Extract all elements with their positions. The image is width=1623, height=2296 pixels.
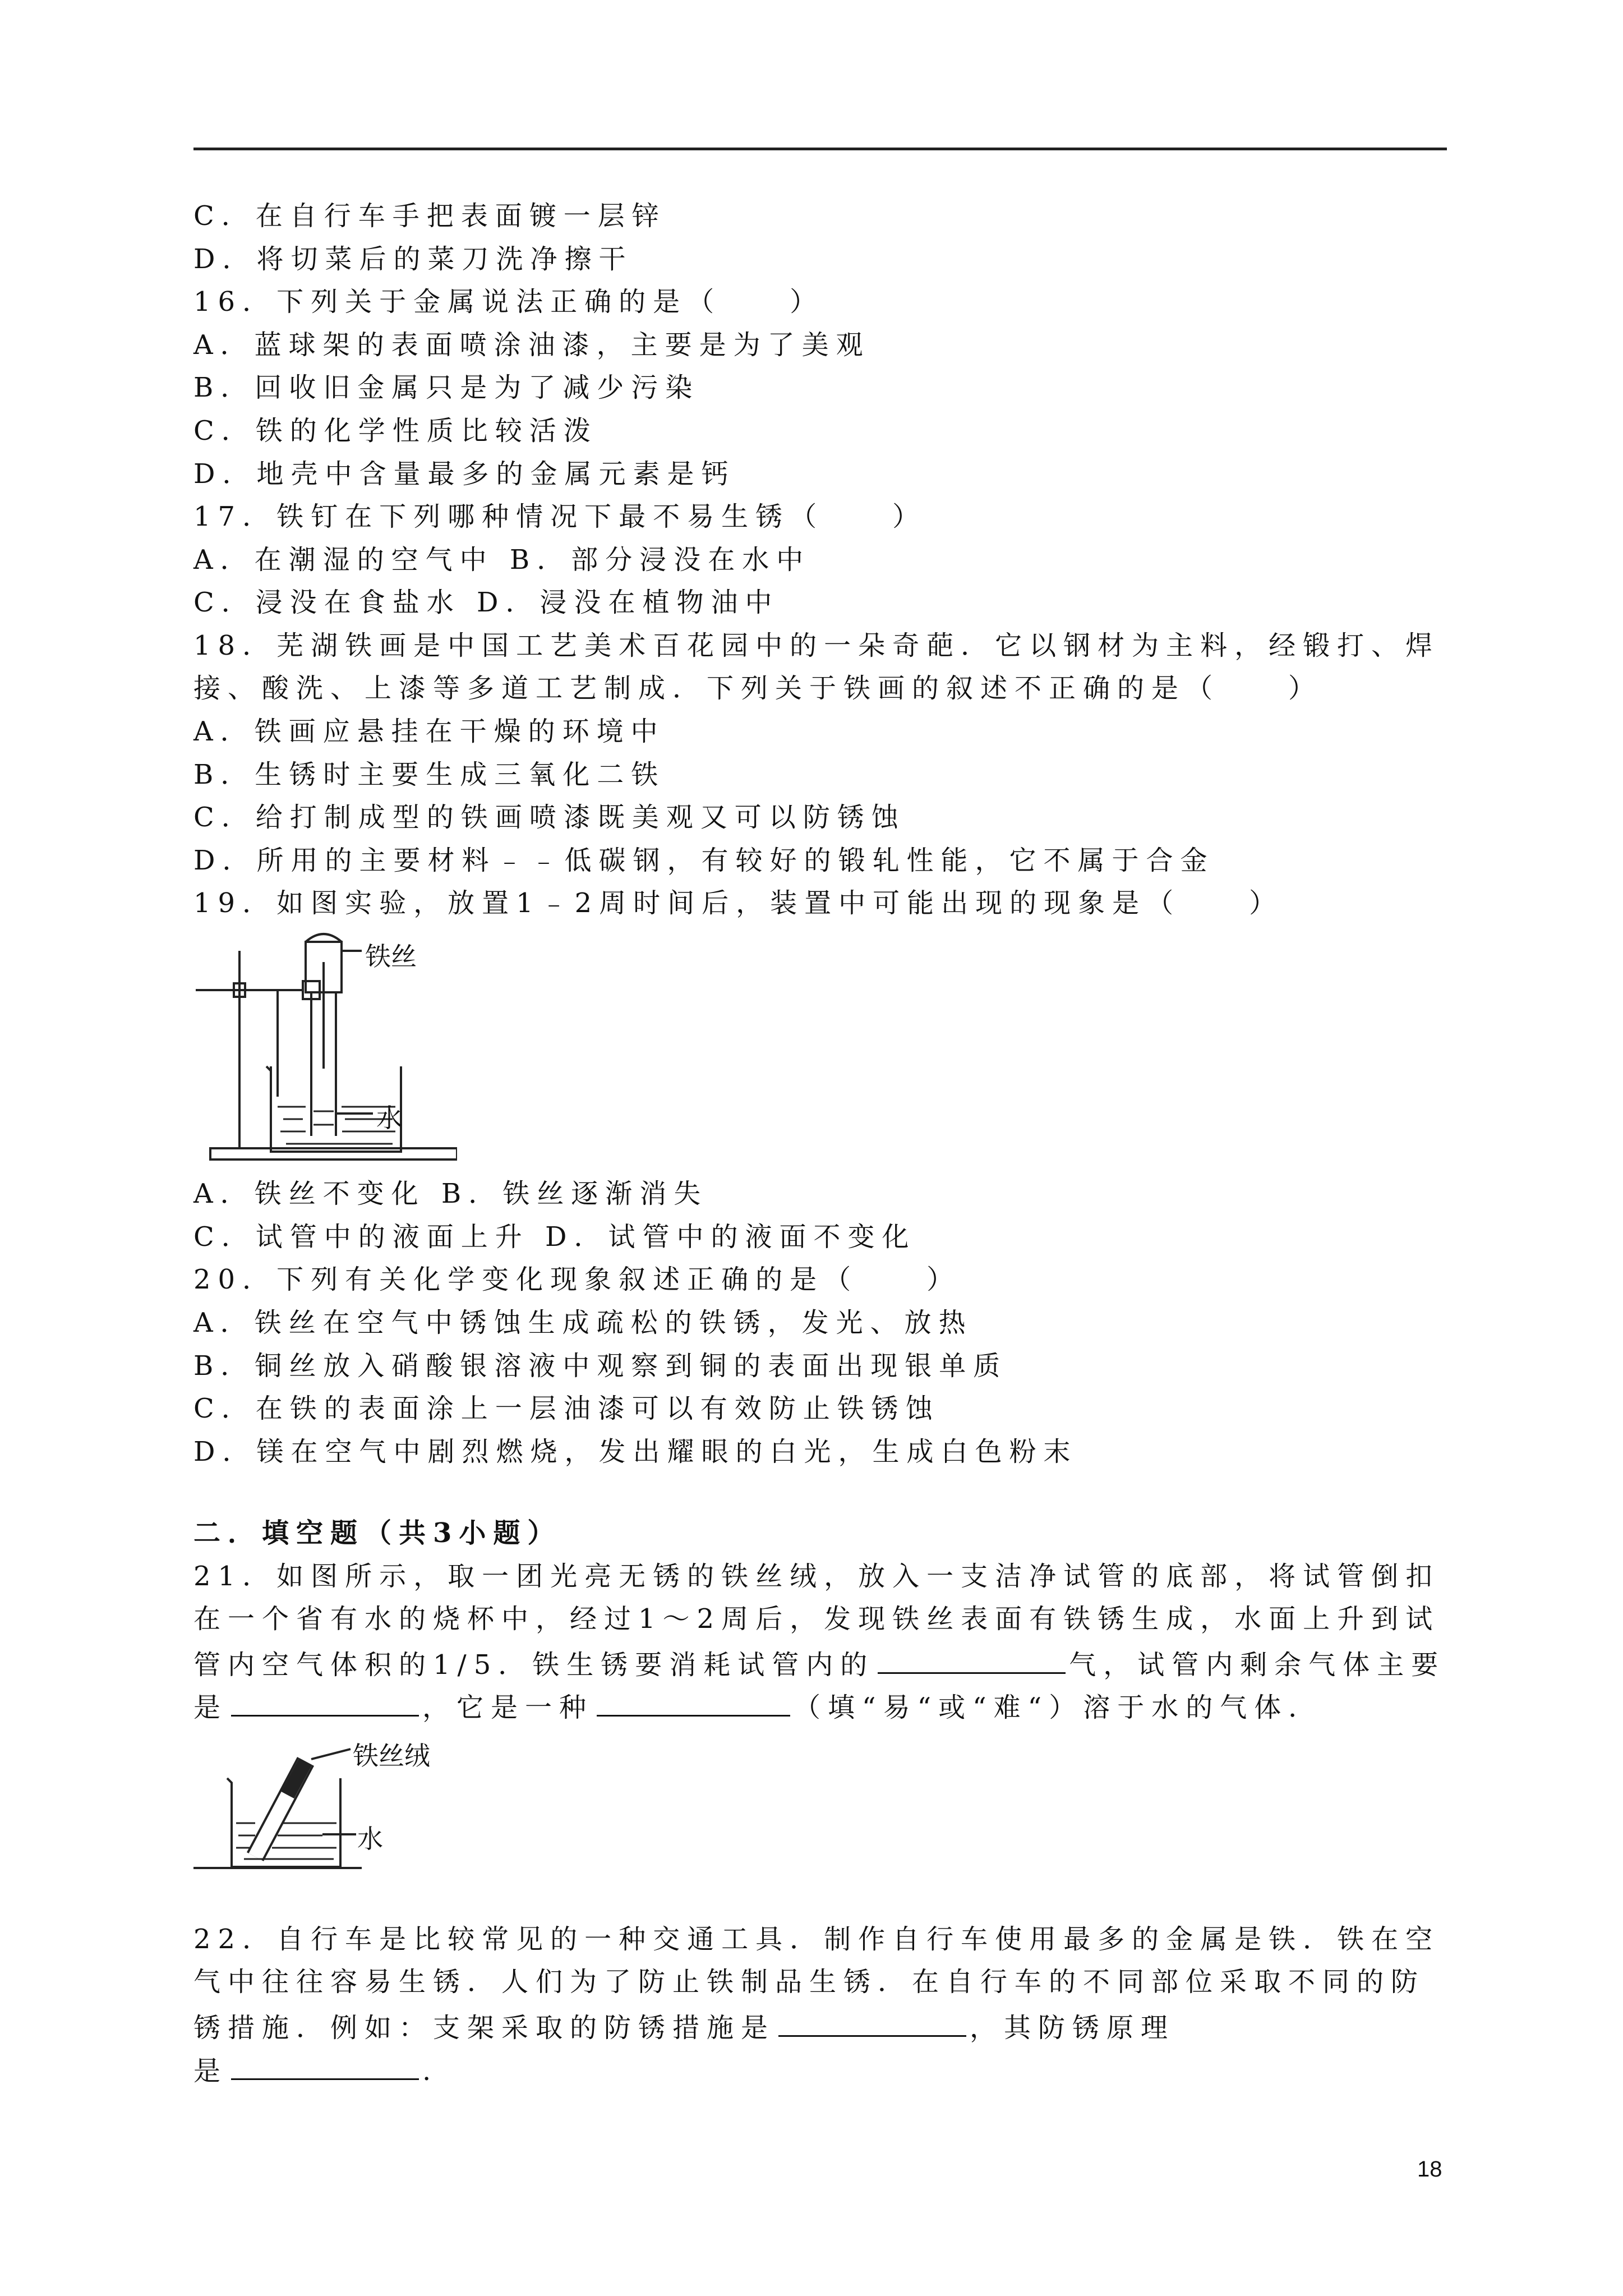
q16-option-b: B．回收旧金属只是为了减少污染 <box>193 372 700 403</box>
q19-stem: 19．如图实验，放置1﹣2周时间后，装置中可能出现的现象是（ ） <box>193 887 1284 919</box>
q18-stem-line1: 18．芜湖铁画是中国工艺美术百花园中的一朵奇葩．它以钢材为主料，经锻打、焊 <box>193 630 1440 661</box>
q20-option-d: D．镁在空气中剧烈燃烧，发出耀眼的白光，生成白色粉末 <box>193 1436 1078 1467</box>
q16-option-d: D．地壳中含量最多的金属元素是钙 <box>193 458 736 490</box>
q21-beaker-figure <box>193 1739 440 1876</box>
q21-label-steel-wool: 铁丝绒 <box>353 1741 430 1771</box>
q22-blank-1[interactable] <box>778 2008 966 2037</box>
q19-options-cd: C．试管中的液面上升 D．试管中的液面不变化 <box>193 1221 916 1253</box>
q18-option-b: B．生锈时主要生成三氧化二铁 <box>193 759 666 790</box>
q19-apparatus-figure <box>193 928 457 1164</box>
q21-stem-line1: 21．如图所示，取一团光亮无锈的铁丝绒，放入一支洁净试管的底部，将试管倒扣 <box>193 1561 1440 1592</box>
q21-blank-3[interactable] <box>597 1688 790 1717</box>
q18-option-c: C．给打制成型的铁画喷漆既美观又可以防锈蚀 <box>193 802 906 833</box>
q21-blank-2[interactable] <box>231 1688 419 1717</box>
q20-option-a: A．铁丝在空气中锈蚀生成疏松的铁锈，发光、放热 <box>193 1307 973 1338</box>
q21-stem-line2: 在一个省有水的烧杯中，经过1～2周后，发现铁丝表面有铁锈生成，水面上升到试 <box>193 1603 1440 1635</box>
q22-stem-line3 <box>193 2008 1175 2045</box>
q20-stem: 20．下列有关化学变化现象叙述正确的是（ ） <box>193 1264 961 1295</box>
q22-text-a: 锈措施．例如：支架采取的防锈措施是 <box>193 2012 776 2044</box>
q18-stem-line2: 接、酸洗、上漆等多道工艺制成．下列关于铁画的叙述不正确的是（ ） <box>193 673 1323 704</box>
q16-option-c: C．铁的化学性质比较活泼 <box>193 415 598 447</box>
q21-text-d: ，它是一种 <box>422 1692 594 1723</box>
q19-label-iron-wire: 铁丝 <box>365 941 417 972</box>
q21-stem-line4 <box>193 1688 1322 1724</box>
q22-text-b: ，其防锈原理 <box>970 2012 1175 2044</box>
page-number: 18 <box>1417 2157 1442 2182</box>
q19-label-water: 水 <box>376 1103 402 1133</box>
q16-option-a: A．蓝球架的表面喷涂油漆，主要是为了美观 <box>193 329 870 361</box>
q22-stem-line1: 22．自行车是比较常见的一种交通工具．制作自行车使用最多的金属是铁．铁在空 <box>193 1924 1440 1955</box>
q17-options-cd: C．浸没在食盐水 D．浸没在植物油中 <box>193 587 780 618</box>
q16-stem: 16．下列关于金属说法正确的是（ ） <box>193 286 824 318</box>
q21-text-e: （填“易“或“难“）溶于水的气体． <box>794 1692 1323 1723</box>
q17-options-ab: A．在潮湿的空气中 B．部分浸没在水中 <box>193 544 811 576</box>
section-heading-fill-in: 二．填空题（共3小题） <box>193 1517 562 1549</box>
q20-option-c: C．在铁的表面涂上一层油漆可以有效防止铁锈蚀 <box>193 1393 940 1424</box>
q21-label-water: 水 <box>357 1824 383 1854</box>
q22-stem-line2: 气中往往容易生锈．人们为了防止铁制品生锈．在自行车的不同部位采取不同的防 <box>193 1966 1426 1998</box>
q19-apparatus-drawing <box>193 928 457 1164</box>
q21-text-b: 气，试管内剩余气体主要 <box>1069 1649 1446 1681</box>
q21-stem-line3 <box>193 1645 1445 1682</box>
q18-option-d: D．所用的主要材料﹣﹣低碳钢，有较好的锻轧性能，它不属于合金 <box>193 845 1215 876</box>
q22-text-c: 是 <box>193 2055 228 2087</box>
q22-text-d: . <box>422 2055 439 2087</box>
q18-option-a: A．铁画应悬挂在干燥的环境中 <box>193 716 665 747</box>
q15-option-c: C．在自行车手把表面镀一层锌 <box>193 200 666 232</box>
q20-option-b: B．铜丝放入硝酸银溶液中观察到铜的表面出现银单质 <box>193 1350 1008 1382</box>
q21-text-a: 管内空气体积的1/5．铁生锈要消耗试管内的 <box>193 1649 875 1681</box>
q15-option-d: D．将切菜后的菜刀洗净擦干 <box>193 243 633 275</box>
q22-stem-line4 <box>193 2051 438 2088</box>
header-rule <box>193 148 1447 150</box>
q22-blank-2[interactable] <box>231 2051 419 2080</box>
q17-stem: 17．铁钉在下列哪种情况下最不易生锈（ ） <box>193 501 927 532</box>
q21-blank-1[interactable] <box>878 1645 1066 1674</box>
q21-text-c: 是 <box>193 1692 228 1723</box>
q19-options-ab: A．铁丝不变化 B．铁丝逐渐消失 <box>193 1178 708 1209</box>
